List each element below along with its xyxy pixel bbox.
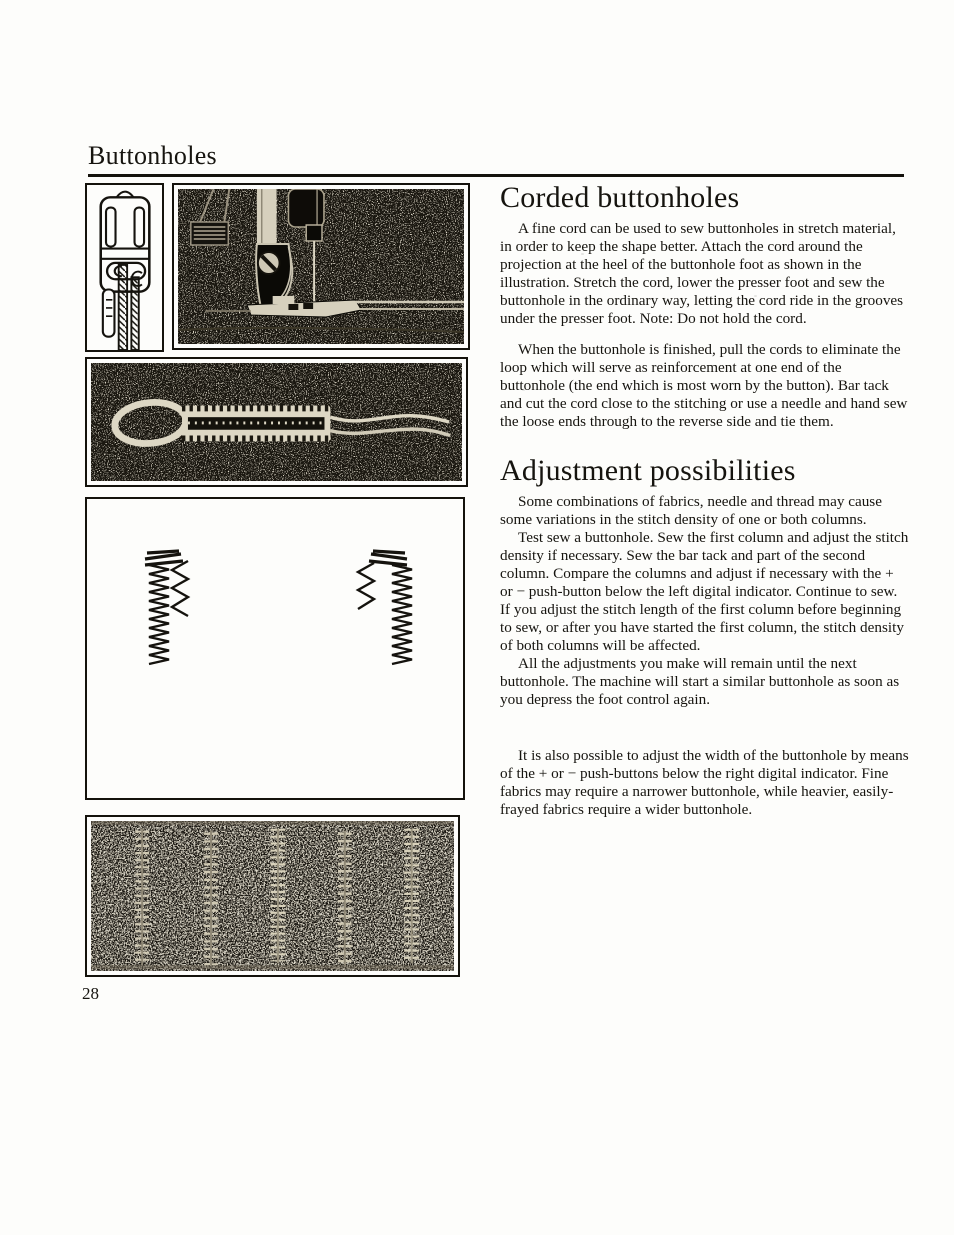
buttonhole-foot-drawing bbox=[87, 185, 162, 350]
page-title: Buttonholes bbox=[88, 141, 217, 170]
paragraph: A fine cord can be used to sew buttonholes in stretch material, in order to keep the shape better. Attach the cord around the projection at the heel of the buttonhole foot as shown in the illustration. Stretch the cord, lower the presser foot and sew the buttonhole in the ordinary way, letting the cord ride in the grooves under the presser foot. Note: Do not hold the cord. bbox=[500, 220, 904, 327]
page-number: 28 bbox=[82, 984, 99, 1003]
text-column bbox=[500, 183, 910, 819]
section-heading-adjustment-possibilities: Adjustment possibilities bbox=[500, 454, 796, 487]
figure-stitch-density-diagram bbox=[85, 497, 465, 800]
figure-buttonhole-samples-photo bbox=[85, 815, 460, 977]
figure-corded-buttonhole-photo bbox=[85, 357, 468, 487]
paragraph: It is also possible to adjust the width of the buttonhole by means of the + or − push-buttons below the right digital indicator. Fine fabrics may require a narrower buttonhole, while heavier, easily-frayed fabrics require a wider buttonhole. bbox=[500, 747, 909, 818]
stitched-column bbox=[182, 406, 330, 442]
section-heading-corded-buttonholes: Corded buttonholes bbox=[500, 181, 740, 214]
paragraph: Test sew a buttonhole. Sew the first column and adjust the stitch density if necessary. Sew the bar tack and part of the second column. Compare the columns and adjust if necessary with the + or − push-button below the left digital indicator. Continue to sew. If you adjust the stitch length of the first column before beginning to sew, or after you have started the first column, the stitch density of both columns will be affected. bbox=[500, 529, 909, 654]
corded-buttonhole-art bbox=[91, 363, 462, 481]
presser-foot-photo-art bbox=[178, 189, 464, 344]
paragraph: Some combinations of fabrics, needle and thread may cause some variations in the stitch density of one or both columns. bbox=[500, 493, 882, 528]
buttonhole-samples-art bbox=[91, 821, 454, 971]
paragraph: When the buttonhole is finished, pull the cords to eliminate the loop which will serve as reinforcement at one end of the buttonhole (the end which is most worn by the button). Bar tack and cut the cord close to the stitching or use a needle and hand sew the loose ends through to the reverse side and tie them. bbox=[500, 341, 908, 430]
needle-clamp bbox=[306, 225, 322, 241]
header-rule bbox=[88, 174, 904, 177]
presser-bar bbox=[257, 189, 277, 247]
zigzag-left-group bbox=[145, 551, 188, 664]
zigzag-right-group bbox=[358, 551, 412, 664]
needle-bar bbox=[288, 189, 324, 227]
figure-presser-foot-photo bbox=[172, 183, 470, 350]
paragraph: All the adjustments you make will remain until the next buttonhole. The machine will start a similar buttonhole as soon as you depress the foot control again. bbox=[500, 655, 900, 708]
stitch-density-art bbox=[87, 499, 463, 798]
figure-buttonhole-foot-diagram bbox=[85, 183, 164, 352]
